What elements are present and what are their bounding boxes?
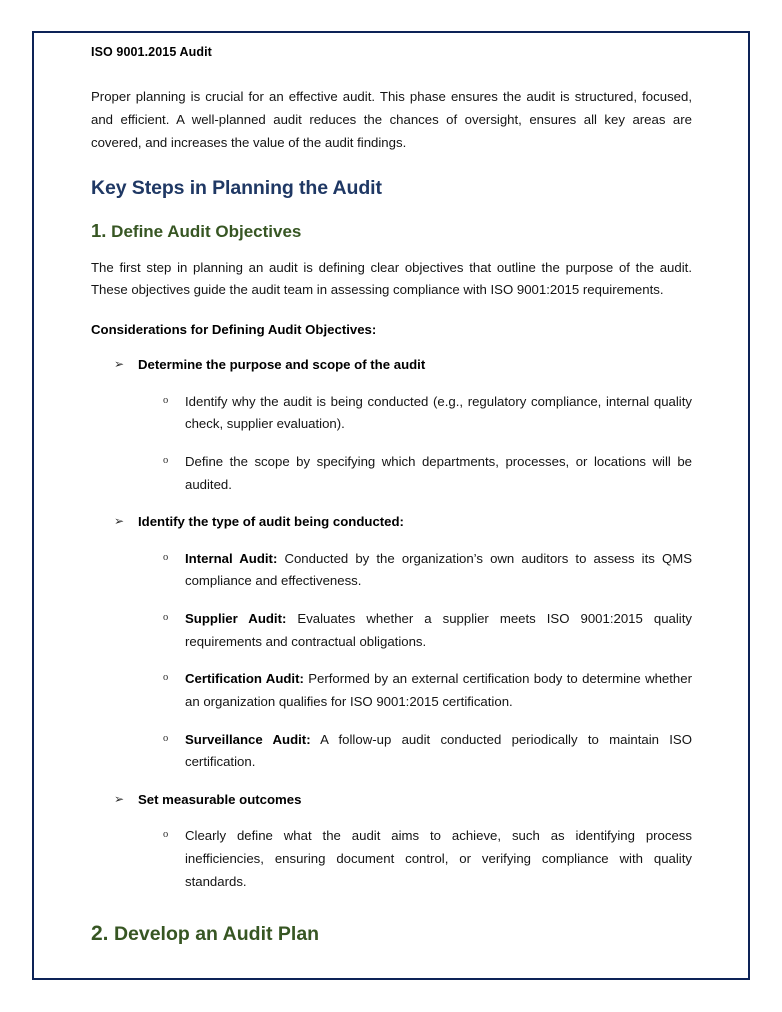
bullet-level2-lead: Internal Audit: bbox=[185, 550, 278, 566]
bullet-level2 bbox=[91, 391, 692, 436]
section-heading: Key Steps in Planning the Audit bbox=[91, 177, 382, 200]
circle-bullet-icon: o bbox=[163, 394, 169, 406]
bullet-level1 bbox=[91, 789, 692, 810]
bullet-level2-lead: Surveillance Audit: bbox=[185, 731, 311, 747]
bullet-level2 bbox=[91, 668, 692, 713]
intro-paragraph: Proper planning is crucial for an effective audit. This phase ensures the audit is structured, focused, and efficient. A well-planned audit reduces the chances of oversight, ensures all key areas are covered, and increases the value of the audit findings. bbox=[91, 89, 692, 150]
bullet-group bbox=[91, 511, 692, 774]
bullet-level2-text: Conducted by the organization’s own auditors to assess its QMS compliance and effectiveness. bbox=[185, 550, 693, 589]
bullet-level2-text: A follow-up audit conducted periodically to maintain ISO certification. bbox=[185, 731, 692, 770]
step-1-paragraph: The first step in planning an audit is defining clear objectives that outline the purpose of the audit. These objectives guide the audit team in assessing compliance with ISO 9001:2015 requirements. bbox=[91, 259, 692, 298]
bullet-level2 bbox=[91, 825, 692, 893]
bullet-level2-text: Evaluates whether a supplier meets ISO 9001:2015 quality requirements and contractual obligations. bbox=[185, 610, 692, 649]
bullet-group bbox=[91, 789, 692, 893]
step-2-title: Develop an Audit Plan bbox=[113, 923, 320, 946]
bullet-level2 bbox=[91, 548, 692, 593]
bullet-level1-label: Identify the type of audit being conducted: bbox=[138, 514, 404, 530]
circle-bullet-icon: o bbox=[163, 454, 169, 466]
bullet-level2-text: Identify why the audit is being conducted (e.g., regulatory compliance, internal quality check, supplier evaluation). bbox=[185, 393, 692, 432]
circle-bullet-icon: o bbox=[163, 551, 169, 563]
step-2-heading bbox=[91, 921, 692, 947]
bullet-level1-label: Set measurable outcomes bbox=[138, 792, 302, 808]
step-1-number: 1. bbox=[91, 219, 107, 241]
bullet-level2 bbox=[91, 608, 692, 653]
bullet-level2-lead: Supplier Audit: bbox=[185, 610, 287, 626]
bullet-level2 bbox=[91, 729, 692, 774]
bullet-level2-text: Performed by an external certification body to determine whether an organization qualifies for ISO 9001:2015 certification. bbox=[185, 671, 692, 710]
document-content bbox=[91, 44, 692, 958]
bullet-level2-text: Define the scope by specifying which departments, processes, or locations will be audited. bbox=[185, 453, 692, 492]
bullet-level1 bbox=[91, 511, 692, 532]
arrow-bullet-icon: ➢ bbox=[114, 791, 125, 806]
bullet-level1-label: Determine the purpose and scope of the audit bbox=[138, 357, 426, 373]
bullet-level2-text: Clearly define what the audit aims to achieve, such as identifying process inefficiencies, ensuring document control, or verifying compliance with quality standards. bbox=[185, 828, 692, 889]
circle-bullet-icon: o bbox=[163, 611, 169, 623]
step-1-title: Define Audit Objectives bbox=[111, 221, 302, 241]
step-1-heading bbox=[91, 219, 692, 242]
step-2-number: 2. bbox=[91, 922, 109, 946]
bullet-level2 bbox=[91, 451, 692, 496]
circle-bullet-icon: o bbox=[163, 829, 169, 841]
arrow-bullet-icon: ➢ bbox=[114, 356, 125, 371]
circle-bullet-icon: o bbox=[163, 672, 169, 684]
bullet-level2-lead: Certification Audit: bbox=[185, 671, 304, 687]
bullet-group bbox=[91, 354, 692, 496]
bullet-level1 bbox=[91, 354, 692, 375]
arrow-bullet-icon: ➢ bbox=[114, 513, 125, 528]
considerations-label: Considerations for Defining Audit Objectives: bbox=[91, 322, 377, 338]
circle-bullet-icon: o bbox=[163, 732, 169, 744]
document-title: ISO 9001.2015 Audit bbox=[91, 45, 212, 59]
